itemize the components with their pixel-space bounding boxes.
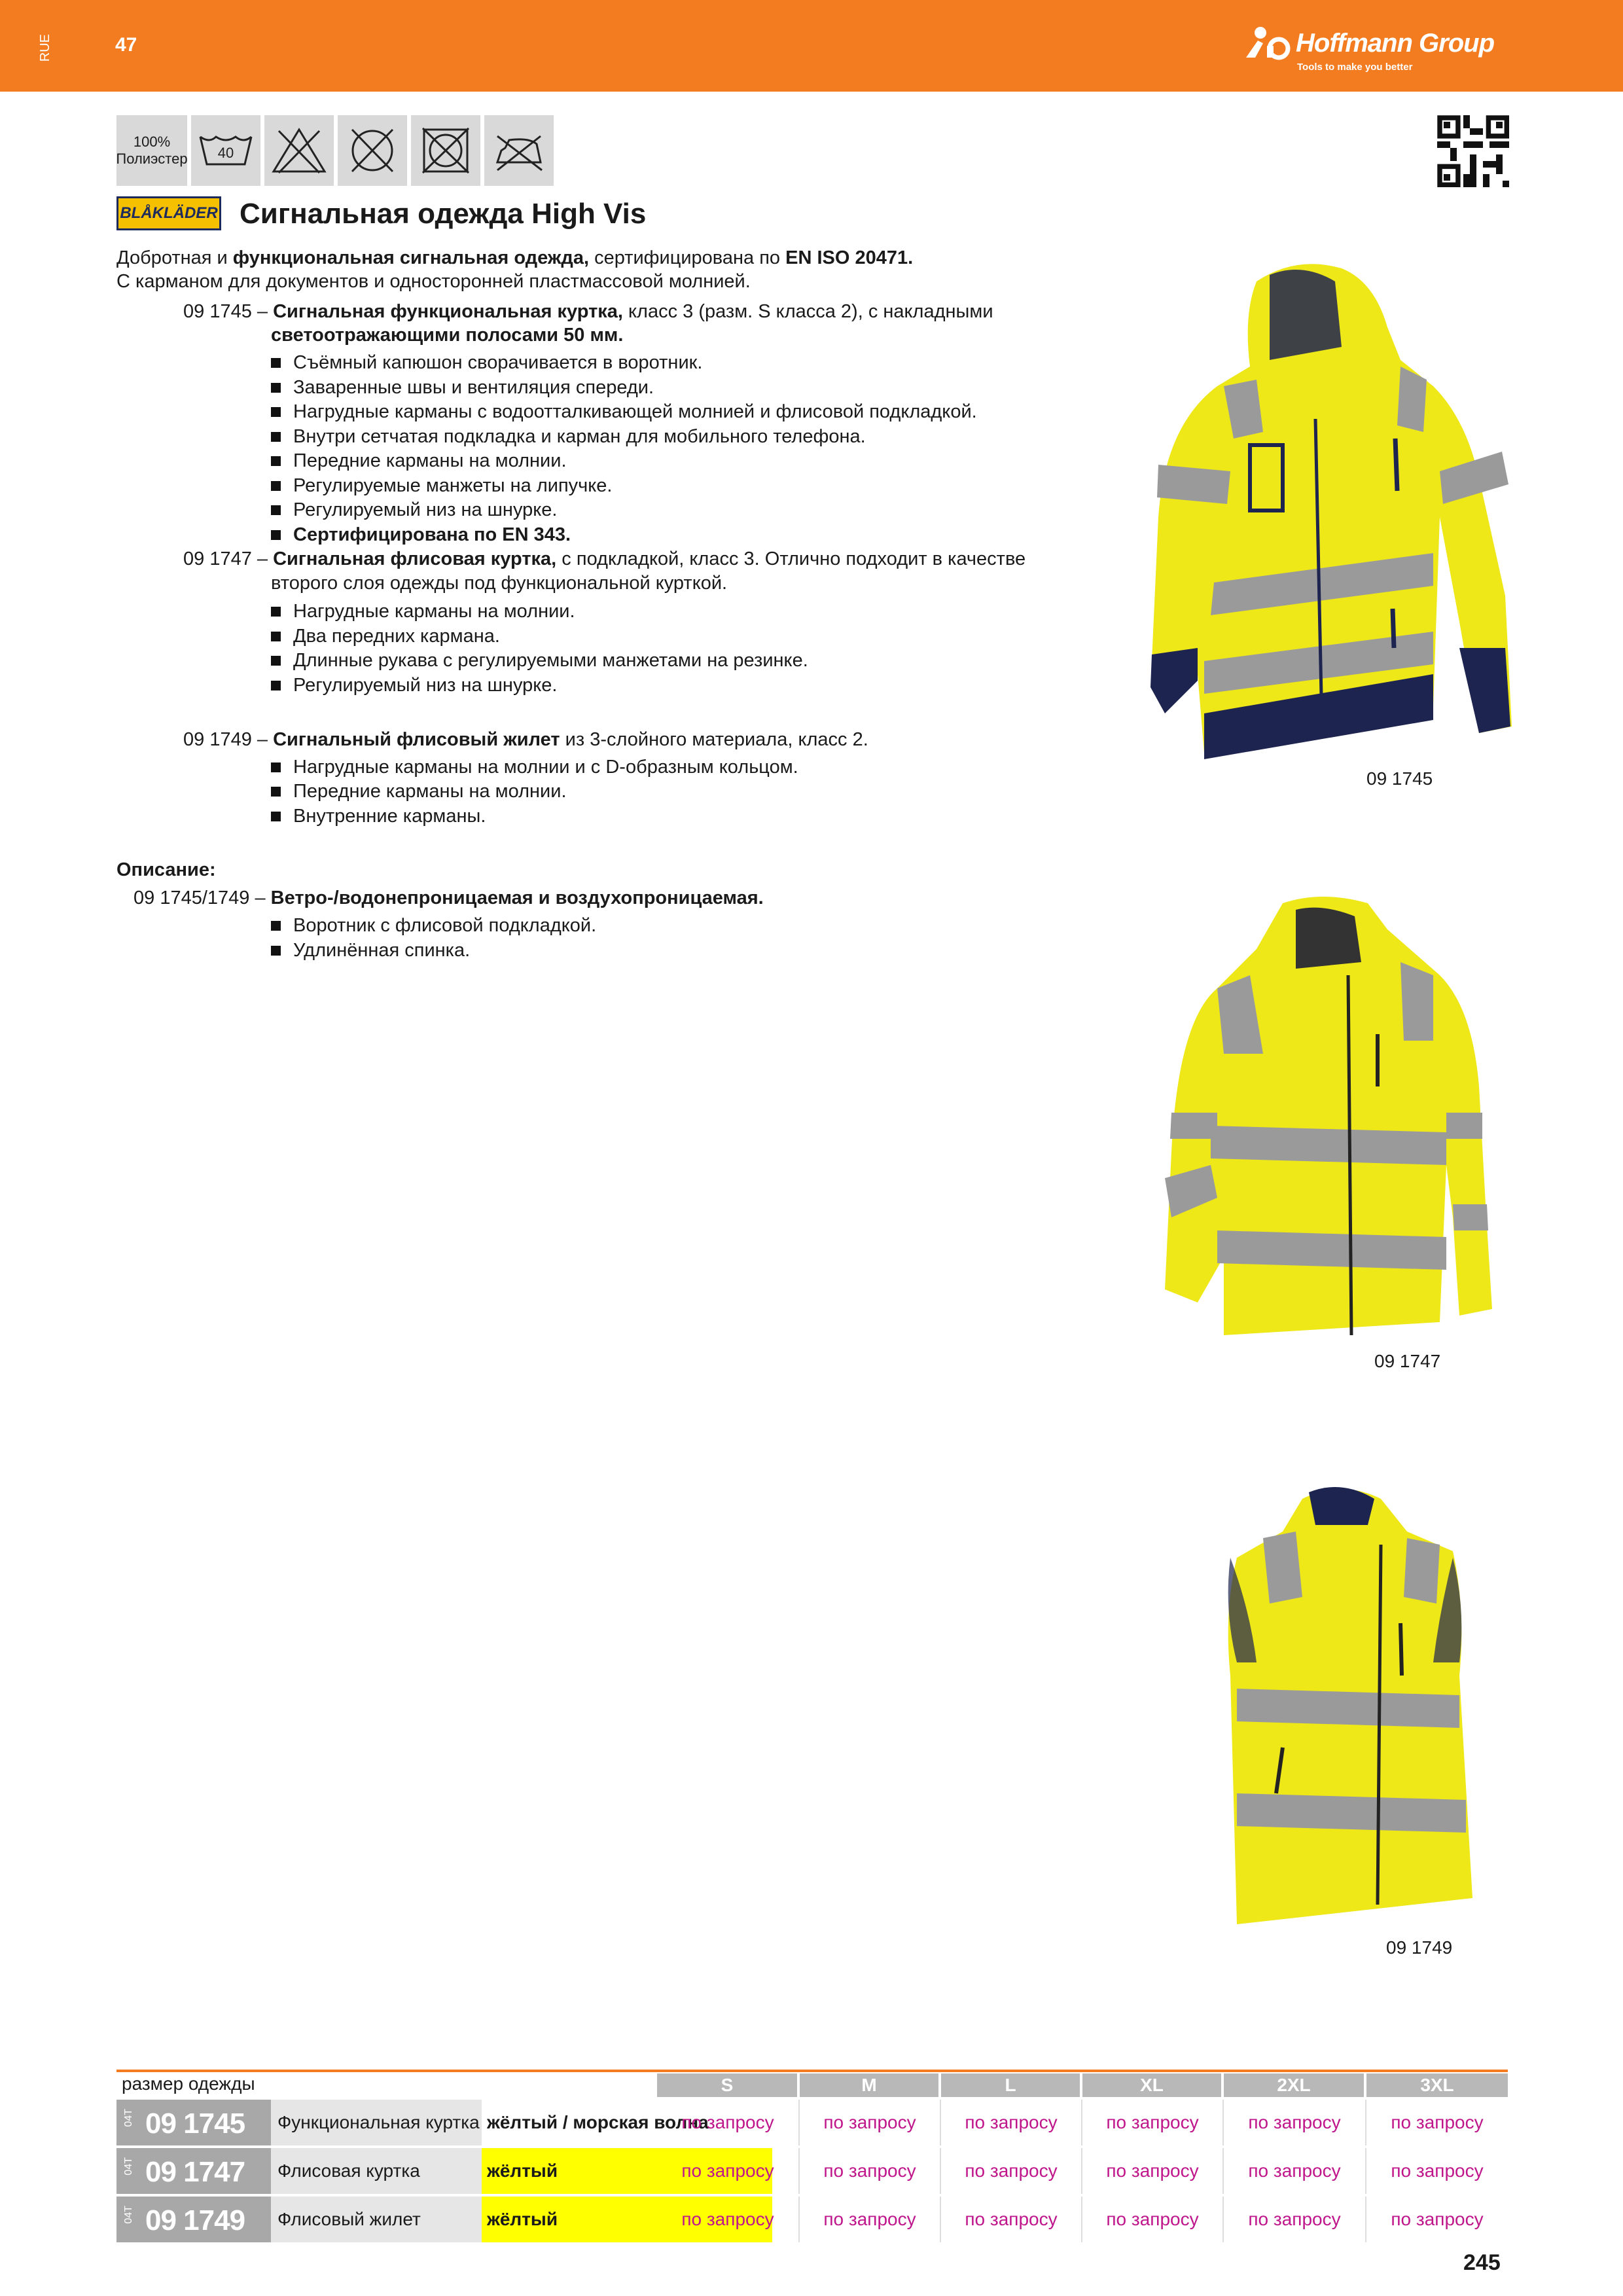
fleece-jacket-image bbox=[1152, 890, 1492, 1342]
item-1747-heading: 09 1747 – Сигнальная флисовая куртка, с подкладкой, класс 3. Отлично подходит в качестве bbox=[183, 548, 1026, 569]
list-item: Нагрудные карманы на молнии. bbox=[271, 600, 575, 623]
list-item: Регулируемый низ на шнурке. bbox=[271, 673, 557, 697]
size-table-top-rule bbox=[116, 2070, 1508, 2072]
size-header-l: L bbox=[941, 2073, 1080, 2097]
list-item: Съёмный капюшон сворачивается в воротник. bbox=[271, 351, 702, 374]
table-row bbox=[116, 2197, 1508, 2242]
no-bleach-icon bbox=[264, 115, 334, 186]
description-lead: 09 1745/1749 – Ветро-/водонепроницаемая и воздухопроницаемая. bbox=[134, 888, 764, 908]
color-cell: жёлтый bbox=[482, 2148, 772, 2194]
functional-jacket-image bbox=[1126, 255, 1518, 766]
size-header-s: S bbox=[657, 2073, 797, 2097]
list-item: Передние карманы на молнии. bbox=[271, 780, 567, 803]
price-cell[interactable]: по запросу bbox=[800, 2197, 941, 2242]
description-heading: Описание: bbox=[116, 859, 216, 880]
price-cell[interactable]: по запросу bbox=[657, 2148, 800, 2194]
page-title: Сигнальная одежда High Vis bbox=[240, 198, 647, 230]
table-row bbox=[116, 2100, 1508, 2145]
no-dry-clean-icon bbox=[338, 115, 407, 186]
item-1745-heading-cont: светоотражающими полосами 50 мм. bbox=[271, 325, 624, 346]
list-item: Воротник с флисовой подкладкой. bbox=[271, 914, 596, 937]
item-1747-heading-cont: второго слоя одежды под функциональной курткой. bbox=[271, 573, 728, 594]
price-cell[interactable]: по запросу bbox=[941, 2100, 1082, 2145]
hoffmann-logo bbox=[1243, 24, 1525, 76]
intro-line-2: С карманом для документов и односторонней пластмассовой молнией. bbox=[116, 271, 751, 292]
item-1749-heading: 09 1749 – Сигнальный флисовый жилет из 3-слойного материала, класс 2. bbox=[183, 729, 868, 750]
list-item: Регулируемые манжеты на липучке. bbox=[271, 474, 613, 497]
price-cell[interactable]: по запросу bbox=[1224, 2197, 1366, 2242]
list-item: Нагрудные карманы с водоотталкивающей молнией и флисовой подкладкой. bbox=[271, 400, 977, 423]
price-cell[interactable]: по запросу bbox=[657, 2100, 800, 2145]
list-item: Длинные рукава с регулируемыми манжетами на резинке. bbox=[271, 649, 808, 672]
no-iron-icon bbox=[484, 115, 554, 186]
qr-code-icon[interactable] bbox=[1437, 115, 1509, 187]
page-number: 245 bbox=[1463, 2250, 1501, 2275]
price-cell[interactable]: по запросу bbox=[800, 2100, 941, 2145]
list-item: Удлинённая спинка. bbox=[271, 939, 470, 962]
price-cell[interactable]: по запросу bbox=[1224, 2100, 1366, 2145]
list-item: Внутри сетчатая подкладка и карман для мобильного телефона. bbox=[271, 425, 866, 448]
blaklader-logo: BLÅKLÄDER bbox=[116, 196, 221, 230]
price-cell[interactable]: по запросу bbox=[1082, 2100, 1224, 2145]
header-page-index: 47 bbox=[115, 34, 137, 56]
list-item: Внутренние карманы. bbox=[271, 804, 486, 828]
price-cell[interactable]: по запросу bbox=[941, 2148, 1082, 2194]
color-cell: жёлтый bbox=[482, 2197, 772, 2242]
list-item: Регулируемый низ на шнурке. bbox=[271, 498, 557, 522]
brand-name: Hoffmann Group bbox=[1296, 29, 1495, 58]
list-item: Передние карманы на молнии. bbox=[271, 449, 567, 473]
image-caption: 09 1747 bbox=[1374, 1351, 1441, 1371]
price-cell[interactable]: по запросу bbox=[1082, 2148, 1224, 2194]
item-1745-heading: 09 1745 – Сигнальная функциональная куртка, класс 3 (разм. S класса 2), с накладными bbox=[183, 301, 993, 322]
color-cell: жёлтый / морская волна bbox=[482, 2100, 772, 2145]
size-header-3xl: 3XL bbox=[1366, 2073, 1508, 2097]
size-header-2xl: 2XL bbox=[1224, 2073, 1364, 2097]
image-caption: 09 1745 bbox=[1366, 768, 1433, 789]
material-text: 100% Полиэстер bbox=[116, 134, 188, 167]
article-number-cell: 04T 09 1747 bbox=[116, 2148, 271, 2194]
article-number-cell: 04T 09 1749 bbox=[116, 2197, 271, 2242]
list-item: Нагрудные карманы на молнии и с D-образным кольцом. bbox=[271, 755, 798, 779]
price-cell[interactable]: по запросу bbox=[1391, 2112, 1484, 2132]
size-table-label: размер одежды bbox=[122, 2073, 255, 2094]
hoffmann-logo-icon bbox=[1243, 24, 1296, 63]
product-name-cell: Флисовый жилет bbox=[271, 2197, 482, 2242]
material-label bbox=[116, 115, 187, 186]
price-cell[interactable]: по запросу bbox=[800, 2148, 941, 2194]
image-caption: 09 1749 bbox=[1386, 1937, 1453, 1958]
size-header-xl: XL bbox=[1082, 2073, 1221, 2097]
size-header-m: M bbox=[800, 2073, 938, 2097]
product-name-cell: Функциональная куртка bbox=[271, 2100, 482, 2145]
intro-line-1: Добротная и функциональная сигнальная одежда, сертифицирована по EN ISO 20471. bbox=[116, 247, 914, 268]
svg-text:40: 40 bbox=[217, 145, 234, 161]
price-cell[interactable]: по запросу bbox=[1082, 2197, 1224, 2242]
article-number-cell: 04T 09 1745 bbox=[116, 2100, 271, 2145]
table-row bbox=[116, 2148, 1508, 2194]
fleece-vest-image bbox=[1211, 1479, 1486, 1924]
wash-40-icon bbox=[191, 115, 260, 186]
page-header bbox=[0, 0, 1623, 92]
price-cell[interactable]: по запросу bbox=[941, 2197, 1082, 2242]
no-tumble-dry-icon bbox=[411, 115, 480, 186]
price-cell[interactable]: по запросу bbox=[1391, 2161, 1484, 2181]
section-side-label: RUE bbox=[38, 34, 52, 62]
price-cell[interactable]: по запросу bbox=[657, 2197, 800, 2242]
list-item: Заваренные швы и вентиляция спереди. bbox=[271, 376, 654, 399]
price-cell[interactable]: по запросу bbox=[1391, 2209, 1484, 2229]
list-item: Два передних кармана. bbox=[271, 624, 500, 648]
price-cell[interactable]: по запросу bbox=[1224, 2148, 1366, 2194]
brand-tagline: Tools to make you better bbox=[1297, 62, 1413, 73]
list-item-certification: Сертифицирована по EN 343. bbox=[271, 523, 571, 547]
product-name-cell: Флисовая куртка bbox=[271, 2148, 482, 2194]
